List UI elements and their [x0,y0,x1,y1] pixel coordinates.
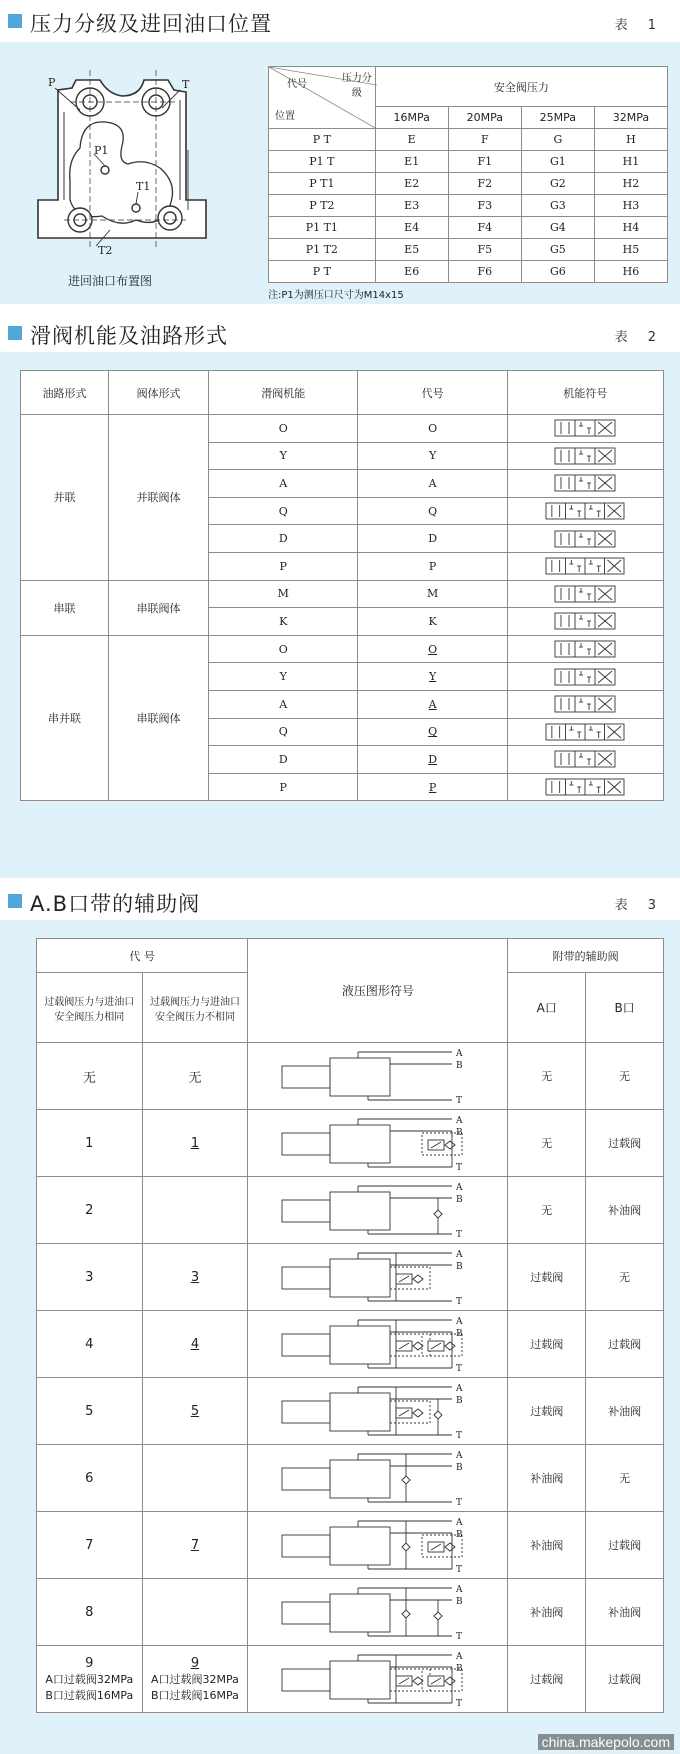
symbol-cell [507,635,663,663]
header-circuit: 油路形式 [21,371,109,415]
symbol-cell [248,1579,508,1646]
pressure-table-corner [269,67,376,129]
diff-pressure-cell [142,1579,248,1646]
port-a-label: A [455,1585,463,1595]
port-a-label: A [455,1116,463,1126]
port-b-label: B [455,1329,463,1339]
circuit-cell: 串联 [21,580,109,635]
symbol-cell [507,718,663,746]
function-cell: K [209,608,358,636]
code-cell: F2 [448,173,521,195]
port-b-cell: 无 [586,1043,664,1110]
port-t-label: T [455,1498,462,1506]
pressure-col-4: 32MPa [594,107,667,129]
symbol-cell [248,1177,508,1244]
position-cell: P T [269,129,376,151]
function-cell: D [209,746,358,774]
spool-symbol-icon [553,473,617,493]
pressure-row [269,173,668,195]
diff-code: 无 [188,1070,202,1086]
port-b-label: B [455,1061,463,1071]
header-safety-pressure: 安全阀压力 [375,67,667,107]
same-code: 9 [85,1655,94,1671]
aux-valve-row [37,1512,664,1579]
symbol-cell [248,1043,508,1110]
aux-valve-row [37,1378,664,1445]
function-cell: Q [209,497,358,525]
code-cell: G [521,129,594,151]
same-code: 8 [85,1604,94,1620]
port-label-p1: P1 [94,144,109,157]
port-label-t2: T2 [98,244,113,257]
function-cell: Q [209,718,358,746]
symbol-cell [507,608,663,636]
code-cell: G6 [521,261,594,283]
spool-symbol-icon [553,667,617,687]
position-cell: P T1 [269,173,376,195]
diff-code-line2: A口过载阀32MPa [151,1672,239,1686]
port-layout-diagram [10,50,260,260]
code-cell: F6 [448,261,521,283]
code-cell: H [594,129,667,151]
port-b-label: B [455,1597,463,1607]
function-cell: O [209,635,358,663]
section-marker-icon [8,14,22,28]
port-t-label: T [455,1230,462,1238]
diff-code: 9 [190,1655,200,1671]
code-cell: F4 [448,217,521,239]
diff-code: 4 [190,1336,200,1352]
port-b-label: B [455,1463,463,1473]
same-code: 3 [85,1269,94,1285]
code-cell: H2 [594,173,667,195]
code-cell: E3 [375,195,448,217]
aux-valve-row [37,1646,664,1713]
code-cell: E [375,129,448,151]
aux-valve-row [37,1110,664,1177]
port-a-cell: 无 [508,1177,586,1244]
function-cell: O [209,415,358,443]
header-same-pressure: 过载阀压力与进油口安全阀压力相同 [37,973,143,1043]
header-port-a: A口 [508,973,586,1043]
spool-symbol-icon [553,694,617,714]
port-a-cell: 过载阀 [508,1378,586,1445]
code-cell: A [358,690,507,718]
spool-row [21,415,664,443]
spool-symbol-icon [544,556,626,576]
section2-header [0,316,680,350]
symbol-cell [248,1378,508,1445]
port-a-label: A [455,1250,463,1260]
port-t-label: T [455,1431,462,1439]
symbol-cell [248,1110,508,1177]
same-code: 1 [85,1135,94,1151]
port-b-label: B [455,1262,463,1272]
code-cell: P [358,552,507,580]
spool-symbol-icon [553,611,617,631]
spool-function-table [20,370,664,801]
hydraulic-symbol-icon [278,1316,478,1372]
spool-symbol-icon [553,529,617,549]
code-cell: F [448,129,521,151]
code-cell: Y [358,442,507,470]
symbol-cell [248,1445,508,1512]
diff-pressure-cell [142,1311,248,1378]
pressure-table [268,66,668,283]
code-cell: Y [358,663,507,691]
pressure-row [269,195,668,217]
aux-valve-row [37,1043,664,1110]
body-cell: 串联阀体 [109,580,209,635]
section2-panel [0,352,680,878]
aux-valve-row [37,1579,664,1646]
spool-symbol-icon [544,777,626,797]
code-cell: H5 [594,239,667,261]
symbol-cell [507,746,663,774]
same-code: 4 [85,1336,94,1352]
port-b-label: B [455,1396,463,1406]
diff-pressure-cell [142,1646,248,1713]
code-cell: F1 [448,151,521,173]
port-label-t: T [182,78,190,91]
aux-valve-row [37,1311,664,1378]
function-cell: Y [209,442,358,470]
hydraulic-symbol-icon [278,1651,478,1707]
spool-symbol-icon [553,446,617,466]
diff-code-line3: B口过载阀16MPa [151,1688,239,1702]
code-cell: H4 [594,217,667,239]
code-cell: H6 [594,261,667,283]
port-b-cell: 无 [586,1244,664,1311]
port-label-t1: T1 [136,180,151,193]
port-t-label: T [455,1096,462,1104]
same-pressure-cell [37,1244,143,1311]
port-t-label: T [455,1297,462,1305]
aux-valve-row [37,1244,664,1311]
code-cell: Q [358,497,507,525]
same-code: 2 [85,1202,94,1218]
aux-valve-row [37,1177,664,1244]
circuit-cell: 并联 [21,415,109,581]
same-code-line2: A口过载阀32MPa [45,1672,134,1686]
function-cell: Y [209,663,358,691]
code-cell: F5 [448,239,521,261]
spool-symbol-icon [544,722,626,742]
hydraulic-symbol-icon [278,1450,478,1506]
section1-title: 压力分级及进回油口位置 [30,12,272,36]
symbol-cell [507,663,663,691]
header-grade: 压力分级 [341,73,372,99]
diff-pressure-cell [142,1512,248,1579]
code-cell: M [358,580,507,608]
position-cell: P1 T2 [269,239,376,261]
diagram-caption: 进回油口布置图 [68,274,153,288]
symbol-cell [248,1244,508,1311]
diff-pressure-cell [142,1244,248,1311]
header-function: 滑阀机能 [209,371,358,415]
hydraulic-symbol-icon [278,1584,478,1640]
port-b-cell: 补油阀 [586,1579,664,1646]
same-pressure-cell [37,1445,143,1512]
port-a-cell: 过载阀 [508,1311,586,1378]
port-b-cell: 过载阀 [586,1311,664,1378]
symbol-cell [507,497,663,525]
port-t-label: T [455,1364,462,1372]
spool-symbol-icon [553,418,617,438]
code-cell: O [358,415,507,443]
function-cell: A [209,470,358,498]
code-cell: A [358,470,507,498]
spool-symbol-icon [544,501,626,521]
header-code: 代号 [287,79,307,90]
port-a-cell: 过载阀 [508,1646,586,1713]
port-b-label: B [455,1195,463,1205]
position-cell: P T2 [269,195,376,217]
function-cell: D [209,525,358,553]
header-code: 代 号 [37,939,248,973]
port-a-cell: 补油阀 [508,1512,586,1579]
symbol-cell [507,470,663,498]
port-a-cell: 补油阀 [508,1579,586,1646]
symbol-cell [507,415,663,443]
port-b-cell: 过载阀 [586,1512,664,1579]
code-cell: K [358,608,507,636]
header-aux: 附带的辅助阀 [508,939,664,973]
port-a-label: A [455,1518,463,1528]
header-symbol: 机能符号 [507,371,663,415]
port-b-label: B [455,1128,463,1138]
pressure-row [269,239,668,261]
diff-pressure-cell [142,1177,248,1244]
symbol-cell [507,690,663,718]
circuit-cell: 串并联 [21,635,109,801]
port-a-cell: 过载阀 [508,1244,586,1311]
symbol-cell [507,442,663,470]
port-t-label: T [455,1565,462,1573]
header-symbol: 液压图形符号 [248,939,508,1043]
section2-title: 滑阀机能及油路形式 [30,324,228,348]
function-cell: P [209,552,358,580]
header-position: 位置 [275,111,295,122]
same-code: 无 [82,1070,96,1086]
port-t-label: T [455,1632,462,1640]
section-marker-icon [8,326,22,340]
code-cell: D [358,525,507,553]
code-cell: G4 [521,217,594,239]
same-pressure-cell [37,1646,143,1713]
hydraulic-symbol-icon [278,1249,478,1305]
code-cell: E6 [375,261,448,283]
same-pressure-cell [37,1512,143,1579]
section3-title: A.B口带的辅助阀 [30,892,201,916]
diff-code: 1 [190,1135,200,1151]
section-marker-icon [8,894,22,908]
hydraulic-symbol-icon [278,1517,478,1573]
symbol-cell [507,580,663,608]
port-b-cell: 过载阀 [586,1110,664,1177]
code-cell: O [358,635,507,663]
spool-symbol-icon [553,749,617,769]
code-cell: E5 [375,239,448,261]
code-cell: H1 [594,151,667,173]
position-cell: P1 T1 [269,217,376,239]
port-b-cell: 无 [586,1445,664,1512]
code-cell: E2 [375,173,448,195]
pressure-row [269,261,668,283]
hydraulic-symbol-icon [278,1115,478,1171]
same-pressure-cell [37,1311,143,1378]
port-b-cell: 补油阀 [586,1378,664,1445]
function-cell: A [209,690,358,718]
position-cell: P1 T [269,151,376,173]
header-body: 阀体形式 [109,371,209,415]
pressure-row [269,151,668,173]
pressure-table-note: 注:P1为测压口尺寸为M14x15 [268,290,404,301]
spool-row [21,580,664,608]
port-b-label: B [455,1530,463,1540]
symbol-cell [248,1646,508,1713]
port-b-cell: 补油阀 [586,1177,664,1244]
code-cell: H3 [594,195,667,217]
same-pressure-cell [37,1043,143,1110]
code-cell: G5 [521,239,594,261]
spool-row [21,635,664,663]
diff-code: 5 [190,1403,200,1419]
aux-valve-table [36,938,664,1713]
hydraulic-symbol-icon [278,1048,478,1104]
pressure-row [269,217,668,239]
diff-pressure-cell [142,1043,248,1110]
pressure-col-3: 25MPa [521,107,594,129]
diff-pressure-cell [142,1110,248,1177]
symbol-cell [507,773,663,801]
same-code: 6 [85,1470,94,1486]
position-cell: P T [269,261,376,283]
symbol-cell [507,552,663,580]
code-cell: G2 [521,173,594,195]
same-pressure-cell [37,1378,143,1445]
watermark: china.makepolo.com [538,1734,674,1750]
code-cell: E4 [375,217,448,239]
code-cell: G3 [521,195,594,217]
port-a-label: A [455,1049,463,1059]
body-cell: 并联阀体 [109,415,209,581]
table3-tag: 表 3 [614,898,664,913]
table1-tag: 表 1 [614,18,664,33]
table2-tag: 表 2 [614,330,664,345]
hydraulic-symbol-icon [278,1182,478,1238]
port-t-label: T [455,1699,462,1707]
code-cell: P [358,773,507,801]
aux-valve-row [37,1445,664,1512]
port-b-label: B [455,1664,463,1674]
symbol-cell [507,525,663,553]
same-code-line3: B口过载阀16MPa [45,1688,134,1702]
symbol-cell [248,1512,508,1579]
port-label-p: P [48,76,56,89]
header-port-b: B口 [586,973,664,1043]
port-a-cell: 无 [508,1043,586,1110]
code-cell: F3 [448,195,521,217]
section1-header [0,4,680,38]
pressure-row [269,129,668,151]
pressure-col-2: 20MPa [448,107,521,129]
hydraulic-symbol-icon [278,1383,478,1439]
diff-code: 3 [190,1269,200,1285]
same-pressure-cell [37,1110,143,1177]
symbol-cell [248,1311,508,1378]
port-a-cell: 无 [508,1110,586,1177]
spool-symbol-icon [553,584,617,604]
port-b-cell: 过载阀 [586,1646,664,1713]
same-pressure-cell [37,1177,143,1244]
body-cell: 串联阀体 [109,635,209,801]
diff-pressure-cell [142,1445,248,1512]
port-a-label: A [455,1652,463,1662]
port-a-label: A [455,1384,463,1394]
header-code: 代号 [358,371,507,415]
port-t-label: T [455,1163,462,1171]
pressure-col-1: 16MPa [375,107,448,129]
port-a-cell: 补油阀 [508,1445,586,1512]
code-cell: Q [358,718,507,746]
port-a-label: A [455,1451,463,1461]
header-diff-pressure: 过载阀压力与进油口安全阀压力不相同 [142,973,248,1043]
port-a-label: A [455,1183,463,1193]
code-cell: D [358,746,507,774]
spool-symbol-icon [553,639,617,659]
same-pressure-cell [37,1579,143,1646]
code-cell: G1 [521,151,594,173]
port-a-label: A [455,1317,463,1327]
section1-panel [0,42,680,304]
code-cell: E1 [375,151,448,173]
same-code: 5 [85,1403,94,1419]
diff-pressure-cell [142,1378,248,1445]
section3-panel [0,920,680,1754]
function-cell: M [209,580,358,608]
diff-code: 7 [190,1537,200,1553]
section3-header [0,884,680,918]
same-code: 7 [85,1537,94,1553]
function-cell: P [209,773,358,801]
